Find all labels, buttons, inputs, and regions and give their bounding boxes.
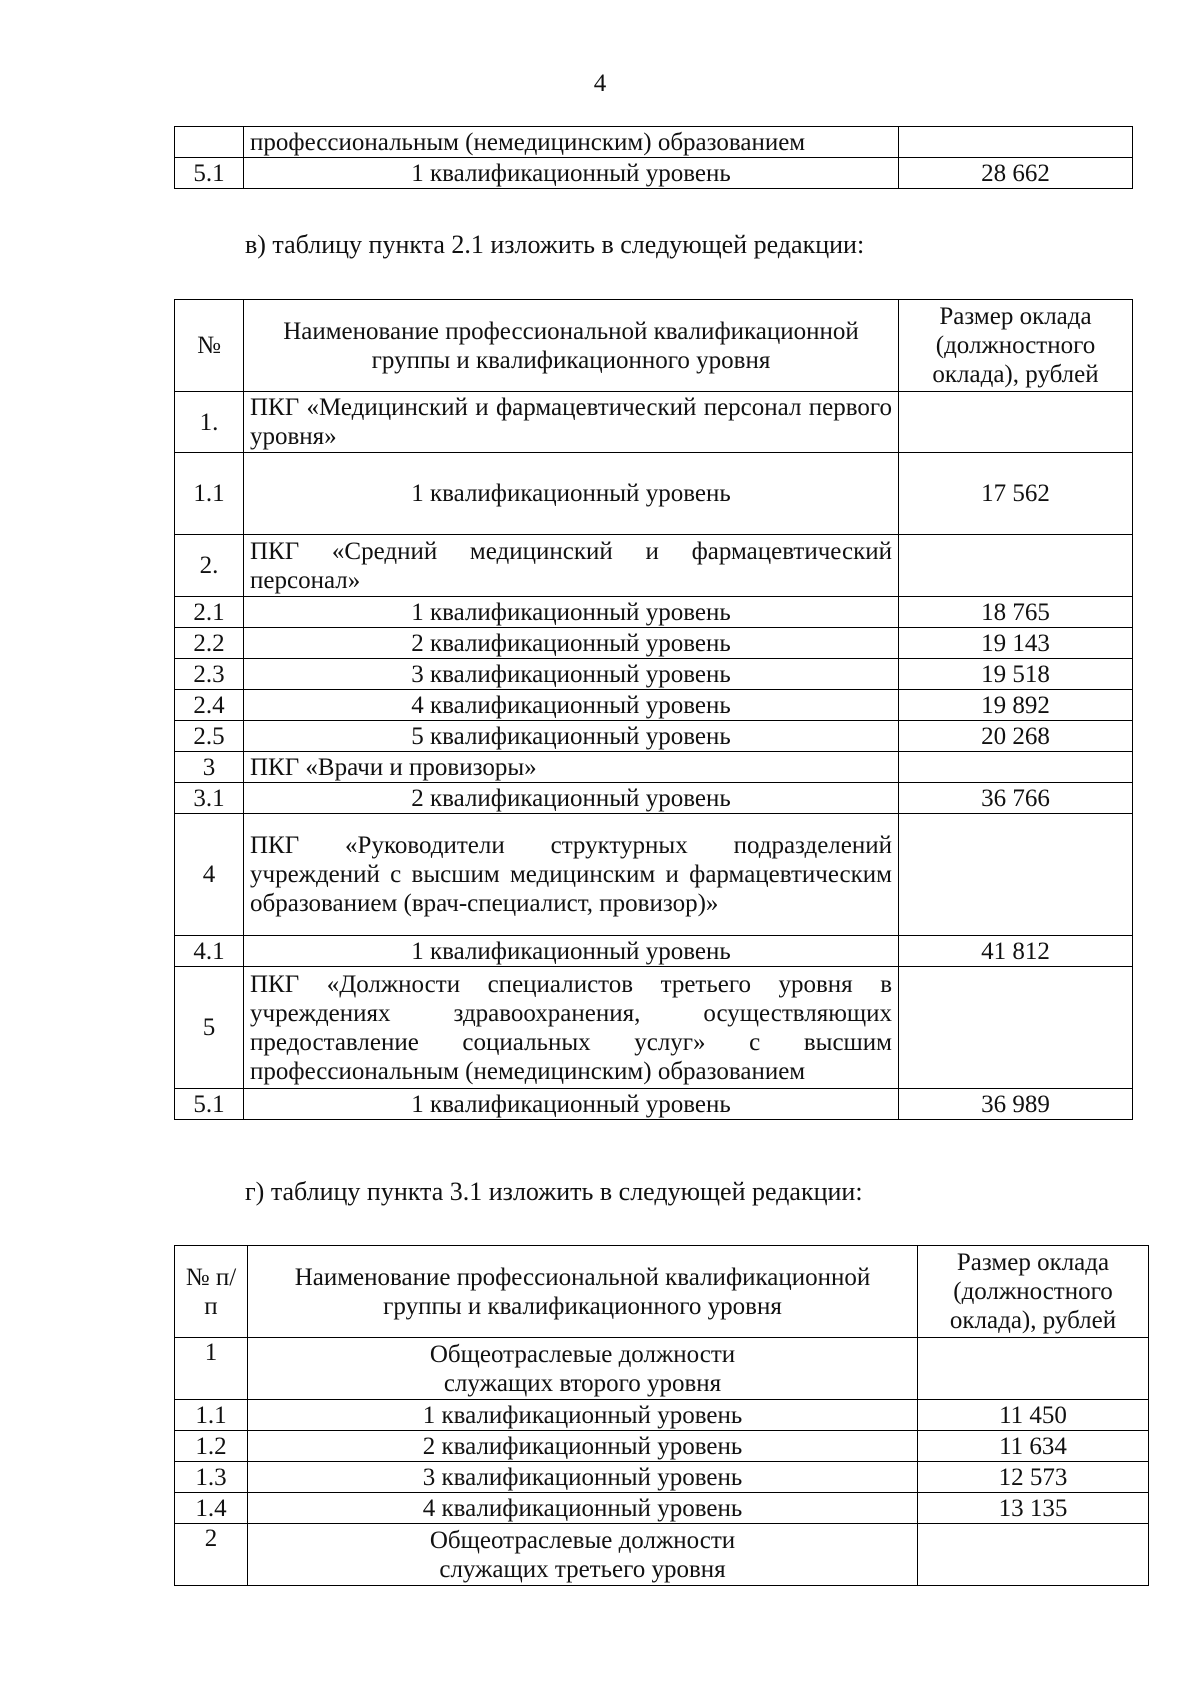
row-name: ПКГ «Средний медицинский и фармацевтический персонал» <box>244 535 899 597</box>
table-row <box>175 127 1133 158</box>
row-value <box>918 1338 1149 1400</box>
table-row <box>175 752 1133 783</box>
row-number: 1.4 <box>175 1493 248 1524</box>
row-value <box>899 814 1133 936</box>
row-name: ПКГ «Врачи и провизоры» <box>244 752 899 783</box>
row-number: 4 <box>175 814 244 936</box>
header-name: Наименование профессиональной квалификационной группы и квалификационного уровня <box>244 300 899 392</box>
row-name: профессиональным (немедицинским) образованием <box>244 127 899 158</box>
row-name: 1 квалификационный уровень <box>244 597 899 628</box>
row-value: 13 135 <box>918 1493 1149 1524</box>
row-number: 2.1 <box>175 597 244 628</box>
row-value <box>899 127 1133 158</box>
table-item-2-1 <box>174 299 1133 1120</box>
row-value: 11 450 <box>918 1400 1149 1431</box>
row-value: 12 573 <box>918 1462 1149 1493</box>
row-name: 2 квалификационный уровень <box>244 783 899 814</box>
row-name-line: служащих второго уровня <box>443 1369 722 1397</box>
table-row <box>175 1524 1149 1586</box>
row-number: 2.4 <box>175 690 244 721</box>
row-name-line: служащих третьего уровня <box>439 1555 726 1583</box>
row-number: 3 <box>175 752 244 783</box>
table-row <box>175 659 1133 690</box>
row-value: 20 268 <box>899 721 1133 752</box>
row-name <box>248 1338 918 1400</box>
row-name: 5 квалификационный уровень <box>244 721 899 752</box>
row-number: 2.5 <box>175 721 244 752</box>
table-row <box>175 535 1133 597</box>
row-name: 1 квалификационный уровень <box>244 936 899 967</box>
table-row <box>175 1400 1149 1431</box>
row-number: 1.2 <box>175 1431 248 1462</box>
row-value: 36 766 <box>899 783 1133 814</box>
page-number: 4 <box>593 70 607 97</box>
row-number: 5.1 <box>175 158 244 189</box>
row-name: 1 квалификационный уровень <box>244 453 899 535</box>
row-number: 1. <box>175 392 244 453</box>
row-name: 3 квалификационный уровень <box>248 1462 918 1493</box>
row-number: 3.1 <box>175 783 244 814</box>
table-item-3-1 <box>174 1245 1149 1586</box>
row-number: 2.3 <box>175 659 244 690</box>
row-name: ПКГ «Медицинский и фармацевтический персонал первого уровня» <box>244 392 899 453</box>
table-row <box>175 814 1133 936</box>
row-name-line: Общеотраслевые должности <box>429 1340 736 1368</box>
table-row <box>175 1493 1149 1524</box>
row-value <box>899 392 1133 453</box>
paragraph-g: г) таблицу пункта 3.1 изложить в следующей редакции: <box>245 1177 863 1206</box>
row-name: 4 квалификационный уровень <box>248 1493 918 1524</box>
table-header-row <box>175 1246 1149 1338</box>
header-value: Размер оклада (должностного оклада), рублей <box>918 1246 1149 1338</box>
table-row <box>175 597 1133 628</box>
row-number: 2. <box>175 535 244 597</box>
row-number: 4.1 <box>175 936 244 967</box>
header-value: Размер оклада (должностного оклада), рублей <box>899 300 1133 392</box>
row-number: 1.3 <box>175 1462 248 1493</box>
row-value: 41 812 <box>899 936 1133 967</box>
table-row <box>175 1462 1149 1493</box>
table-row <box>175 453 1133 535</box>
table-row <box>175 628 1133 659</box>
table-row <box>175 783 1133 814</box>
table-row <box>175 936 1133 967</box>
row-value: 18 765 <box>899 597 1133 628</box>
table-row <box>175 392 1133 453</box>
row-value: 28 662 <box>899 158 1133 189</box>
row-number: 5 <box>175 967 244 1089</box>
row-value: 17 562 <box>899 453 1133 535</box>
row-name: 1 квалификационный уровень <box>248 1400 918 1431</box>
table-row <box>175 967 1133 1089</box>
row-number <box>175 127 244 158</box>
row-value: 19 892 <box>899 690 1133 721</box>
row-name: 3 квалификационный уровень <box>244 659 899 690</box>
table-row <box>175 1431 1149 1462</box>
row-name: 1 квалификационный уровень <box>244 158 899 189</box>
header-name: Наименование профессиональной квалификационной группы и квалификационного уровня <box>248 1246 918 1338</box>
header-number: № п/п <box>175 1246 248 1338</box>
row-value <box>918 1524 1149 1586</box>
row-value: 19 143 <box>899 628 1133 659</box>
row-number: 1 <box>175 1338 248 1400</box>
table-row <box>175 1089 1133 1120</box>
row-value: 19 518 <box>899 659 1133 690</box>
row-name: 2 квалификационный уровень <box>248 1431 918 1462</box>
row-number: 1.1 <box>175 1400 248 1431</box>
row-number: 2 <box>175 1524 248 1586</box>
table-row <box>175 158 1133 189</box>
table-row <box>175 690 1133 721</box>
row-value <box>899 967 1133 1089</box>
row-name <box>248 1524 918 1586</box>
row-value: 36 989 <box>899 1089 1133 1120</box>
table-header-row <box>175 300 1133 392</box>
table-continuation <box>174 126 1133 189</box>
row-name: 2 квалификационный уровень <box>244 628 899 659</box>
table-row <box>175 1338 1149 1400</box>
row-value <box>899 752 1133 783</box>
paragraph-v: в) таблицу пункта 2.1 изложить в следующей редакции: <box>245 230 865 259</box>
row-name: ПКГ «Должности специалистов третьего уровня в учреждениях здравоохранения, осуществляющих предоставление социальных услуг» с высшим профессиональным (немедицинским) образованием <box>244 967 899 1089</box>
row-number: 2.2 <box>175 628 244 659</box>
row-name: 4 квалификационный уровень <box>244 690 899 721</box>
header-number: № <box>175 300 244 392</box>
row-value <box>899 535 1133 597</box>
row-name-line: Общеотраслевые должности <box>429 1526 736 1554</box>
row-number: 5.1 <box>175 1089 244 1120</box>
row-name: 1 квалификационный уровень <box>244 1089 899 1120</box>
row-number: 1.1 <box>175 453 244 535</box>
table-row <box>175 721 1133 752</box>
row-value: 11 634 <box>918 1431 1149 1462</box>
row-name: ПКГ «Руководители структурных подразделений учреждений с высшим медицинским и фармацевтическим образованием (врач-специалист, провизор)» <box>244 814 899 936</box>
